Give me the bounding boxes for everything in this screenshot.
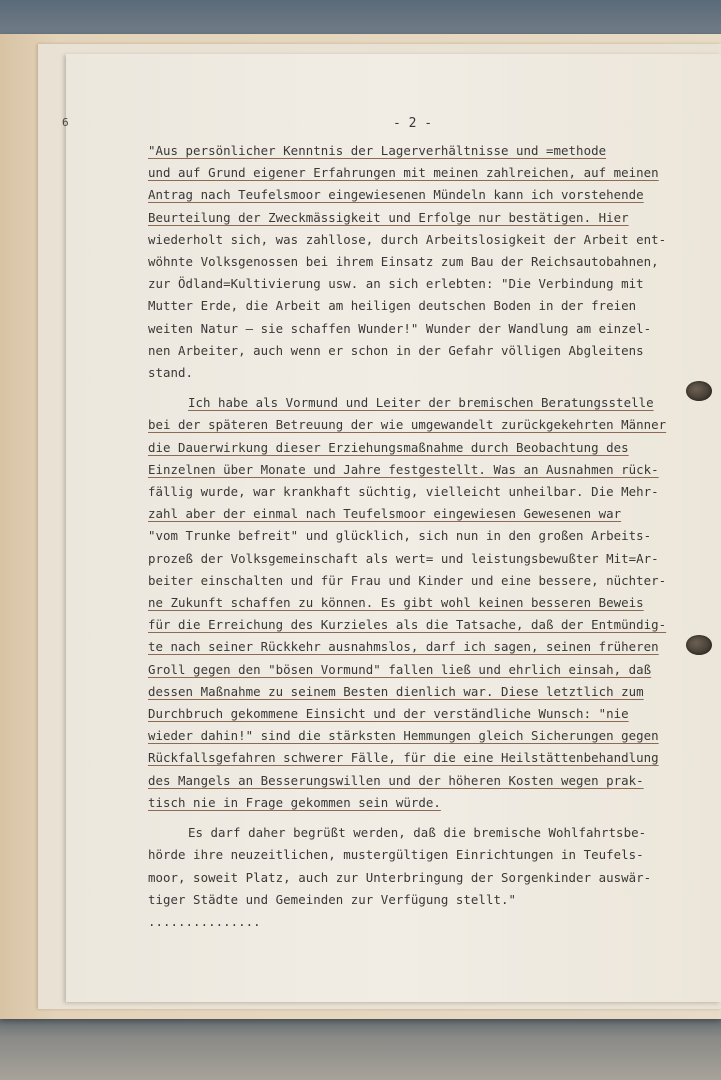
text-line: te nach seiner Rückkehr ausnahmslos, darf ich sagen, seinen früheren xyxy=(148,639,659,655)
text-line: "Aus persönlicher Kenntnis der Lagerverhältnisse und =methode xyxy=(148,143,607,158)
page-number: - 2 - xyxy=(393,116,433,131)
text-line: hörde ihre neuzeitlichen, mustergültigen Einrichtungen in Teufels- xyxy=(148,847,644,863)
text-line: Antrag nach Teufelsmoor eingewiesenen Mündeln kann ich vorstehende xyxy=(148,187,644,203)
text-line: ne Zukunft schaffen zu können. Es gibt wohl keinen besseren Beweis xyxy=(148,595,644,611)
text-line: zur Ödland=Kultivierung usw. an sich erlebten: "Die Verbindung mit xyxy=(148,276,644,292)
closing-rule: ............... xyxy=(148,913,261,929)
text-line: Einzelnen über Monate und Jahre festgestellt. Was an Ausnahmen rück- xyxy=(148,461,659,477)
text-line: tisch nie in Frage gekommen sein würde. xyxy=(148,794,441,810)
text-line: stand. xyxy=(148,365,194,381)
text-line: fällig wurde, war krankhaft süchtig, vielleicht unheilbar. Die Mehr- xyxy=(148,484,659,500)
text-line: des Mangels an Besserungswillen und der höheren Kosten wegen prak- xyxy=(148,772,644,788)
text-line: wöhnte Volksgenossen bei ihrem Einsatz zum Bau der Reichsautobahnen, xyxy=(148,254,659,270)
text-line: nen Arbeiter, auch wenn er schon in der Gefahr völligen Abgleitens xyxy=(148,342,644,358)
text-line: Beurteilung der Zweckmässigkeit und Erfolge nur bestätigen. Hier xyxy=(148,209,629,225)
text-line: wieder dahin!" sind die stärksten Hemmungen gleich Sicherungen gegen xyxy=(148,728,659,744)
text-line: Ich habe als Vormund und Leiter der bremischen Beratungsstelle xyxy=(188,395,654,411)
text-line: "vom Trunke befreit" und glücklich, sich nun in den großen Arbeits- xyxy=(148,528,652,544)
text-line: Es darf daher begrüßt werden, daß die bremische Wohlfahrtsbe- xyxy=(188,825,647,841)
paragraph-2 xyxy=(148,392,713,814)
text-line: weiten Natur — sie schaffen Wunder!" Wunder der Wandlung am einzel- xyxy=(148,320,652,336)
text-line: beiter einschalten und für Frau und Kinder und eine bessere, nüchter- xyxy=(148,572,667,588)
paragraph-1 xyxy=(148,140,713,384)
text-line: die Dauerwirkung dieser Erziehungsmaßnahme durch Beobachtung des xyxy=(148,439,629,455)
text-line: bei der späteren Betreuung der wie umgewandelt zurückgekehrten Männer xyxy=(148,417,667,433)
text-line: wiederholt sich, was zahllose, durch Arbeitslosigkeit der Arbeit ent- xyxy=(148,231,667,247)
text-line: Mutter Erde, die Arbeit am heiligen deutschen Boden in der freien xyxy=(148,298,637,314)
paragraph-3 xyxy=(148,822,713,911)
text-line: moor, soweit Platz, auch zur Unterbringung der Sorgenkinder auswär- xyxy=(148,869,652,885)
text-line: dessen Maßnahme zu seinem Besten dienlich war. Diese letztlich zum xyxy=(148,683,644,699)
margin-mark: 6 xyxy=(62,116,69,129)
text-line: und auf Grund eigener Erfahrungen mit meinen zahlreichen, auf meinen xyxy=(148,165,659,181)
text-line: prozeß der Volksgemeinschaft als wert= und leistungsbewußter Mit=Ar- xyxy=(148,550,659,566)
document-body xyxy=(148,140,713,933)
text-line: Durchbruch gekommene Einsicht und der verständliche Wunsch: "nie xyxy=(148,706,629,722)
text-line: für die Erreichung des Kurzieles als die Tatsache, daß der Entmündig- xyxy=(148,617,667,633)
text-line: Groll gegen den "bösen Vormund" fallen ließ und ehrlich einsah, daß xyxy=(148,661,652,677)
text-line: tiger Städte und Gemeinden zur Verfügung stellt." xyxy=(148,891,516,907)
desk-surface xyxy=(0,1010,721,1080)
text-line: Rückfallsgefahren schwerer Fälle, für die eine Heilstättenbehandlung xyxy=(148,750,659,766)
text-line: zahl aber der einmal nach Teufelsmoor eingewiesen Gewesenen war xyxy=(148,506,622,522)
